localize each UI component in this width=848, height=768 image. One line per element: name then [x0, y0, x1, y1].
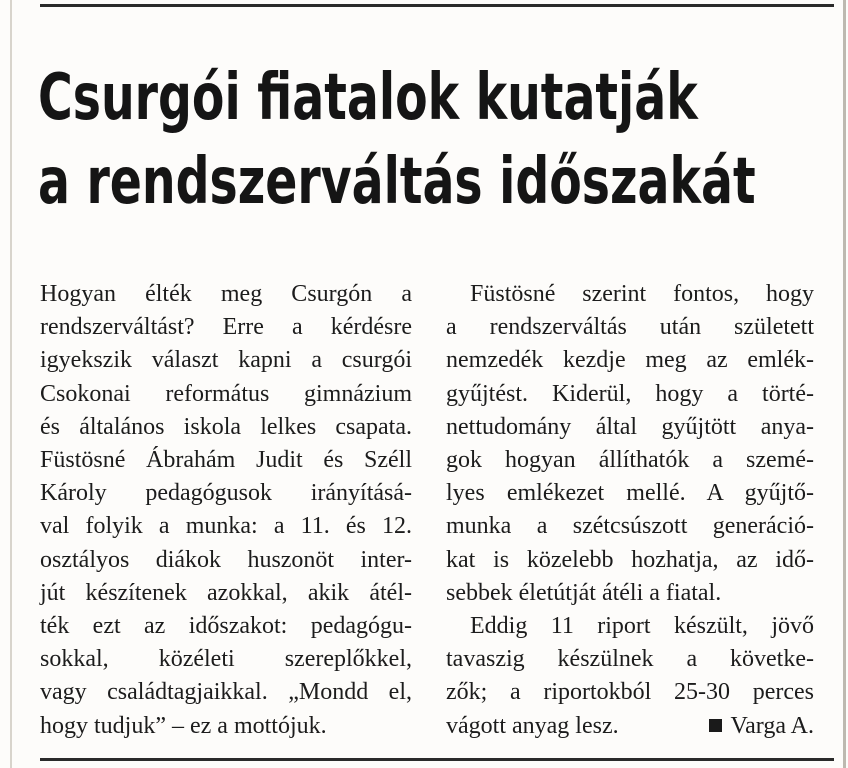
- top-rule: [40, 4, 834, 7]
- text-line: hogy tudjuk” – ez a mottójuk.: [40, 712, 327, 739]
- text-line: és általános iskola lelkes csapata.: [40, 413, 412, 440]
- text-line: vágott anyag lesz.: [446, 712, 619, 739]
- text-line: val folyik a munka: a 11. és 12.: [40, 513, 412, 540]
- text-line: osztályos diákok huszonöt inter-: [40, 546, 412, 573]
- text-line: a rendszerváltás után született: [446, 314, 814, 341]
- text-line: igyekszik választ kapni a csurgói: [40, 347, 412, 374]
- text-line: jút készítenek azokkal, akik átél-: [40, 579, 412, 606]
- author-byline: [709, 710, 814, 743]
- text-line: Füstösné szerint fontos, hogy: [470, 281, 814, 307]
- text-line: sebbek életútját átéli a fiatal.: [446, 579, 722, 606]
- headline-line-1: Csurgói fiatalok kutatják: [38, 61, 698, 135]
- bottom-rule: [40, 758, 834, 761]
- scan-edge-right: [843, 0, 846, 768]
- text-line: gyűjtést. Kiderül, hogy a törté-: [446, 380, 814, 407]
- text-line: ték ezt az időszakot: pedagógu-: [40, 613, 412, 640]
- text-line: munka a szétcsúszott generáció-: [446, 513, 814, 540]
- text-line: tavaszig készülnek a követke-: [446, 646, 814, 673]
- paragraph-1: [40, 278, 412, 743]
- article-headline: [38, 56, 756, 224]
- text-line: rendszerváltást? Erre a kérdésre: [40, 314, 412, 341]
- text-line: sokkal, közéleti szereplőkkel,: [40, 646, 412, 673]
- paragraph-3: [446, 610, 814, 743]
- text-line: nettudomány által gyűjtött anya-: [446, 413, 814, 440]
- text-line: Károly pedagógusok irányításá-: [40, 480, 412, 507]
- article-column-right: [446, 278, 814, 743]
- text-line: Eddig 11 riport készült, jövő: [470, 613, 814, 640]
- text-line: Hogyan élték meg Csurgón a: [40, 281, 412, 307]
- text-line: Csokonai református gimnázium: [40, 380, 412, 407]
- end-mark-square-icon: [709, 719, 722, 732]
- text-line: Füstösné Ábrahám Judit és Széll: [40, 447, 412, 474]
- text-line: zők; a riportokból 25-30 perces: [446, 679, 814, 706]
- scan-edge-left: [10, 0, 12, 768]
- closing-line: [446, 710, 814, 743]
- text-line: vagy családtagjaikkal. „Mondd el,: [40, 679, 412, 706]
- author-name: Varga A.: [730, 712, 814, 739]
- paragraph-2: [446, 278, 814, 610]
- text-line: kat is közelebb hozhatja, az idő-: [446, 546, 814, 573]
- headline-line-2: a rendszerváltás időszakát: [38, 145, 756, 219]
- text-line: gok hogyan állíthatók a szemé-: [446, 447, 814, 474]
- text-line: lyes emlékezet mellé. A gyűjtő-: [446, 480, 814, 507]
- text-line: nemzedék kezdje meg az emlék-: [446, 347, 814, 374]
- article-column-left: [40, 278, 412, 743]
